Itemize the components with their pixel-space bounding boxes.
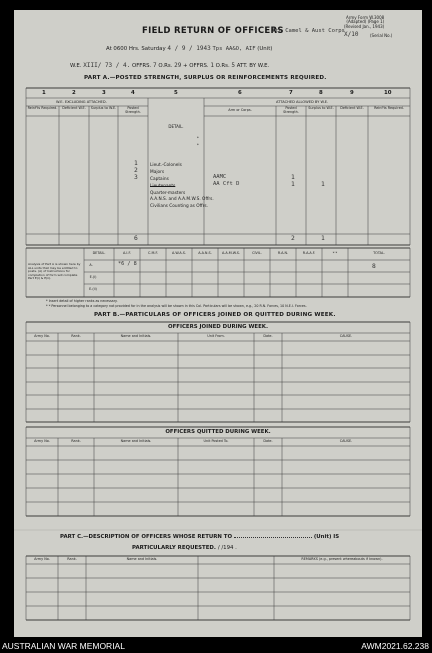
- posted-strength-values: [134, 160, 138, 181]
- sub-header-surplus: Surplus to W.E.: [90, 106, 117, 110]
- part-a-title: PART A.—POSTED STRENGTH, SURPLUS OR REINFORCEMENTS REQUIRED.: [84, 75, 327, 81]
- quitted-header-name: Name and Initials.: [120, 439, 152, 443]
- att-surplus-value: 1: [321, 181, 325, 188]
- footer-left: AUSTRALIAN WAR MEMORIAL: [2, 641, 125, 651]
- rank-list: [150, 162, 214, 209]
- posted-value: 1: [134, 160, 138, 167]
- sub-header-reinf: Reinf'ts Required.: [27, 106, 58, 110]
- rank-row: Quarter-masters: [150, 191, 186, 196]
- part-c-line1: [60, 534, 339, 540]
- analysis-row-ei: E.(i): [89, 275, 97, 279]
- part-c-header-name: Name and Initials.: [126, 557, 158, 561]
- joined-header-unit: Unit From.: [207, 334, 225, 338]
- analysis-header-other: * *: [332, 251, 338, 255]
- quitted-header-unit: Unit Posted To.: [203, 439, 229, 443]
- col-number-6: 6: [238, 90, 242, 96]
- sub-header-att-posted: Posted Strength.: [283, 106, 299, 114]
- total-att-posted: 2: [291, 235, 295, 242]
- note-2: * * Personnel belonging to a category not provided for in the analysis will be shown in this Col. Particulars will be shown, e.g., 20 R.N. Forces, 10 N.E.I. Forces.: [46, 304, 307, 308]
- part-c-line2: [132, 545, 237, 551]
- line1-date: 4 / 9 / 194: [167, 45, 208, 52]
- arm-corps-values: [213, 174, 240, 188]
- offrs-label: OFFRS.: [131, 63, 152, 69]
- form-page: [14, 10, 422, 637]
- analysis-header-total: TOTAL.: [373, 251, 385, 255]
- quitted-title: OFFICERS QUITTED DURING WEEK.: [165, 429, 271, 435]
- rank-row: Majors: [150, 170, 165, 175]
- detail-header: DETAIL.: [168, 124, 184, 129]
- arm-value: AA Cft D: [213, 181, 240, 187]
- form-ref-line3: (Revised Jan., 1943): [344, 23, 385, 29]
- rank-row: Lieutenants: [150, 184, 176, 189]
- rank-row: Lieut.-Colonels: [150, 163, 182, 168]
- part-c-header-army-no: Army No.: [34, 557, 50, 561]
- offrs2-value: 1: [210, 62, 214, 69]
- analysis-header-aans: A.A.N.S.: [198, 251, 212, 255]
- col-number-2: 2: [72, 90, 76, 96]
- form-ref-line2: (Adapted) (Page 1): [346, 19, 385, 25]
- part-c-header-rank: Rank.: [67, 557, 77, 561]
- analysis-row-eii: E.(ii): [89, 287, 97, 291]
- line1-suffix: (Unit): [257, 46, 273, 52]
- quitted-header-army-no: Army No.: [34, 439, 50, 443]
- part-c-title: PART C.—DESCRIPTION OF OFFICERS WHOSE RETURN TO: [60, 534, 233, 540]
- analysis-row-a: A.: [89, 263, 93, 267]
- line1-prefix: At 0600 Hrs. Saturday: [106, 46, 166, 52]
- plus-sign: +: [183, 63, 188, 69]
- note-1: * Insert detail of higher ranks as necessary.: [46, 299, 118, 303]
- quitted-header-cause: CAUSE.: [339, 439, 353, 443]
- joined-header-cause: CAUSE.: [339, 334, 353, 338]
- offrs2-label: OFFRS.: [189, 63, 209, 69]
- arm-value: AAMC: [213, 174, 227, 180]
- we-label: W.E.: [70, 63, 82, 69]
- sub-header-att-reinf: Reinf'ts Required.: [374, 106, 404, 110]
- joined-header-date: Date.: [263, 334, 273, 338]
- part-c-requested: PARTICULARLY REQUESTED.: [132, 545, 216, 551]
- col-number-9: 9: [350, 90, 354, 96]
- att-posted-values: [291, 174, 295, 188]
- asterisk-mark: *: [197, 136, 199, 140]
- sub-header-att-surplus: Surplus to W.E.: [308, 106, 334, 110]
- joined-title: OFFICERS JOINED DURING WEEK.: [168, 324, 268, 330]
- analysis-header-ran: R.A.N.: [277, 251, 289, 255]
- group-right-header: ATTACHED ALLOWED BY W.E.: [276, 100, 329, 104]
- col-number-8: 8: [319, 90, 323, 96]
- group-left-header: W.E. EXCLUDING ATTACHED.: [56, 100, 107, 104]
- analysis-header-raaf: R.A.A.F.: [302, 251, 316, 255]
- form-ref-line1: Army Form W.3008: [346, 15, 385, 20]
- line1-unit-typed: Tps AA&O, AIF: [212, 46, 256, 52]
- part-c-unit-blank: [234, 537, 312, 538]
- total-posted: 6: [134, 235, 138, 242]
- part-c-header-remarks: REMARKS (e.g., present whereabouts if known).: [301, 557, 383, 561]
- col-number-7: 7: [289, 90, 293, 96]
- analysis-header-awas: A.W.A.S.: [172, 251, 186, 255]
- joined-header-rank: Rank.: [71, 334, 81, 338]
- col-number-5: 5: [174, 90, 178, 96]
- quitted-header-rank: Rank.: [71, 439, 81, 443]
- serial-value: X/10: [344, 31, 359, 38]
- serial-label: (Serial No.): [370, 33, 393, 38]
- analysis-total-a: 8: [372, 263, 376, 270]
- sub-header-deficient: Deficient W.E.: [62, 106, 86, 110]
- form-title: FIELD RETURN OF OFFICERS: [142, 26, 284, 36]
- analysis-header-civil: CIVIL.: [252, 251, 262, 255]
- col-number-1: 1: [42, 90, 46, 96]
- sub-header-att-deficient: Deficient W.E.: [340, 106, 364, 110]
- ors2-value: 5: [231, 62, 236, 69]
- archive-footer: [0, 638, 432, 653]
- unit-typed: 7th Camel & Aust Corps: [272, 28, 345, 34]
- analysis-header-aif: A.I.F.: [123, 251, 131, 255]
- ors-label: O.Rs.: [158, 63, 173, 69]
- footer-right: AWM2021.62.238: [361, 641, 429, 651]
- quitted-header-date: Date.: [263, 439, 273, 443]
- rank-row: Captains: [150, 177, 169, 182]
- att-label: ATT. BY W.E.: [236, 63, 270, 69]
- offrs-value: 7: [153, 62, 157, 69]
- part-c-date-blank: / /194 .: [217, 545, 237, 551]
- posted-value: 2: [134, 167, 138, 174]
- analysis-header-cmf: C.M.F.: [148, 251, 158, 255]
- asterisk-mark: *: [197, 143, 199, 147]
- total-att-surplus: 1: [321, 235, 325, 242]
- analysis-label: Analysis of Part A is shown here by ALL units that may be entitled to posts. (A) of Instructions for completion of form will complete Part E(i) & E(ii).: [28, 262, 81, 280]
- col-number-3: 3: [102, 90, 106, 96]
- col-number-4: 4: [131, 90, 135, 96]
- we-value: XIII/ 73 / 4.: [83, 62, 131, 69]
- analysis-header-aamws: A.A.M.W.S.: [222, 251, 240, 255]
- joined-header-name: Name and Initials.: [120, 334, 152, 338]
- rank-row: Civilians Counting as Offrs.: [150, 203, 209, 209]
- part-c-unit-label: (Unit) IS: [313, 534, 340, 540]
- ors2-label: O.Rs.: [215, 63, 230, 69]
- att-posted-value: 1: [291, 181, 295, 188]
- att-posted-value: 1: [291, 174, 295, 181]
- line1-year-digit: 3: [207, 45, 211, 52]
- col-number-10: 10: [384, 90, 392, 96]
- analysis-header-detail: DETAIL.: [92, 251, 106, 255]
- joined-header-army-no: Army No.: [34, 334, 50, 338]
- sub-header-posted: Posted Strength.: [125, 106, 141, 114]
- rank-row: A.A.N.S. and A.A.M.W.S. Offrs.: [150, 197, 214, 202]
- analysis-aif-a: *6 / 8: [118, 261, 137, 267]
- posted-value: 3: [134, 174, 138, 181]
- ors-value: 29: [174, 62, 182, 69]
- part-b-title: PART B.—PARTICULARS OF OFFICERS JOINED OR QUITTED DURING WEEK.: [94, 312, 336, 318]
- sub-header-arm: Arm or Corps.: [228, 108, 252, 112]
